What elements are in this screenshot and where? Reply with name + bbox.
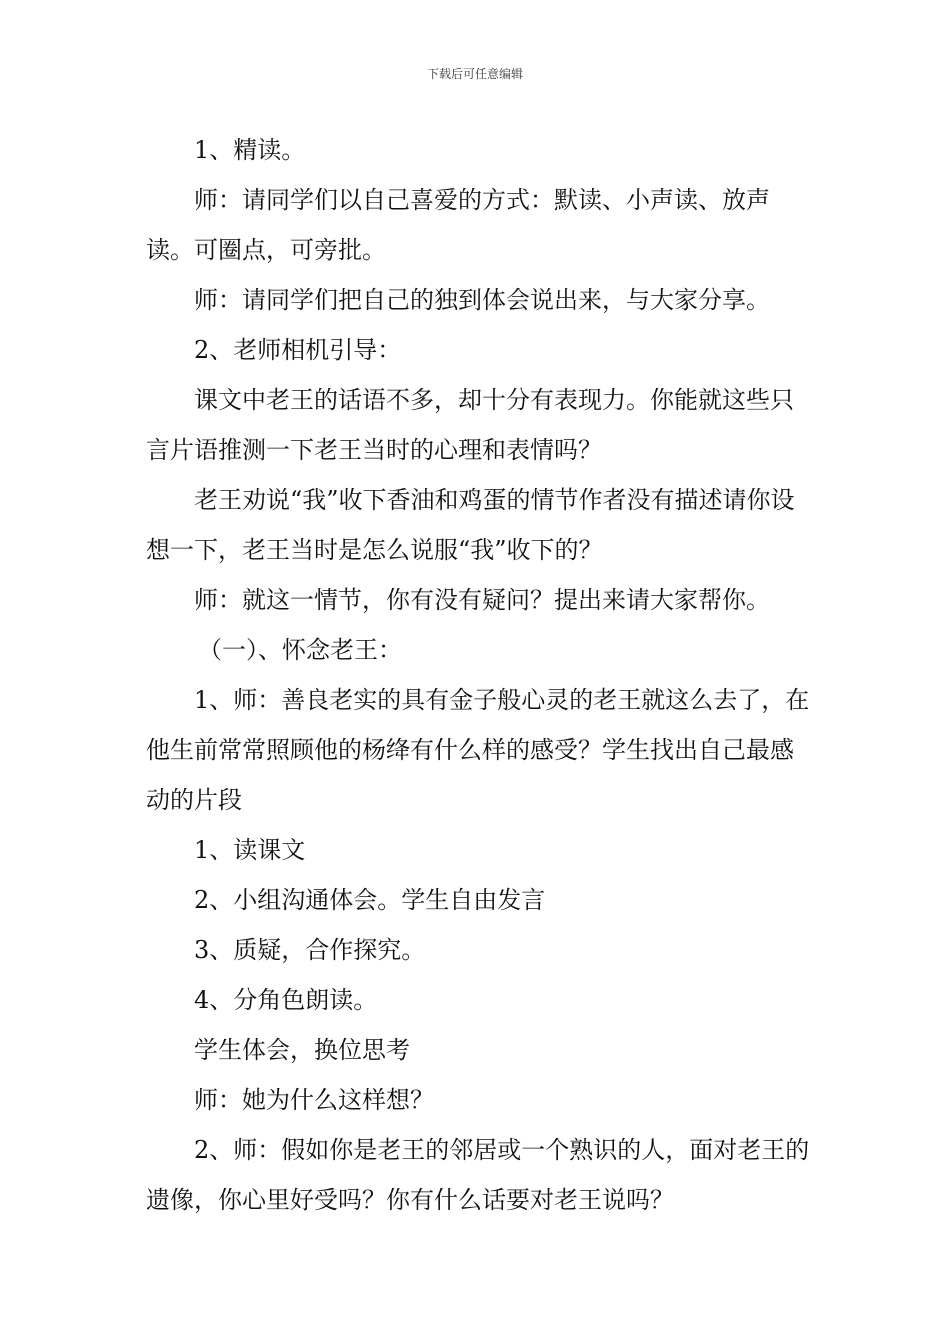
paragraph: 2、小组沟通体会。学生自由发言 (194, 886, 546, 914)
paragraph: 3、质疑，合作探究。 (194, 936, 426, 964)
paragraph: 1、精读。 (194, 136, 306, 164)
paragraph: 师：她为什么这样想？ (194, 1086, 434, 1114)
paragraph: 课文中老王的话语不多，却十分有表现力。你能就这些只言片语推测一下老王当时的心理和表情吗？ (146, 386, 794, 464)
paragraph: 师：请同学们以自己喜爱的方式：默读、小声读、放声读。可圈点，可旁批。 (146, 186, 770, 264)
paragraph: 师：就这一情节，你有没有疑问？提出来请大家帮你。 (194, 586, 770, 614)
section-heading: （一）、怀念老王： (198, 636, 402, 664)
paragraph: 2、师：假如你是老王的邻居或一个熟识的人，面对老王的遗像，你心里好受吗？你有什么话要对老王说吗？ (146, 1136, 810, 1214)
paragraph: 1、读课文 (194, 836, 306, 864)
page-header: 下载后可任意编辑 (426, 67, 523, 81)
paragraph: 2、老师相机引导： (194, 336, 402, 364)
paragraph: 师：请同学们把自己的独到体会说出来，与大家分享。 (194, 286, 770, 314)
paragraph: 学生体会，换位思考 (194, 1036, 410, 1064)
document-body (146, 125, 816, 1225)
paragraph: 1、师：善良老实的具有金子般心灵的老王就这么去了，在他生前常常照顾他的杨绛有什么样的感受？学生找出自己最感动的片段 (146, 686, 810, 814)
paragraph: 4、分角色朗读。 (194, 986, 378, 1014)
paragraph: 老王劝说“我”收下香油和鸡蛋的情节作者没有描述请你设想一下，老王当时是怎么说服“我”收下的？ (146, 486, 795, 564)
